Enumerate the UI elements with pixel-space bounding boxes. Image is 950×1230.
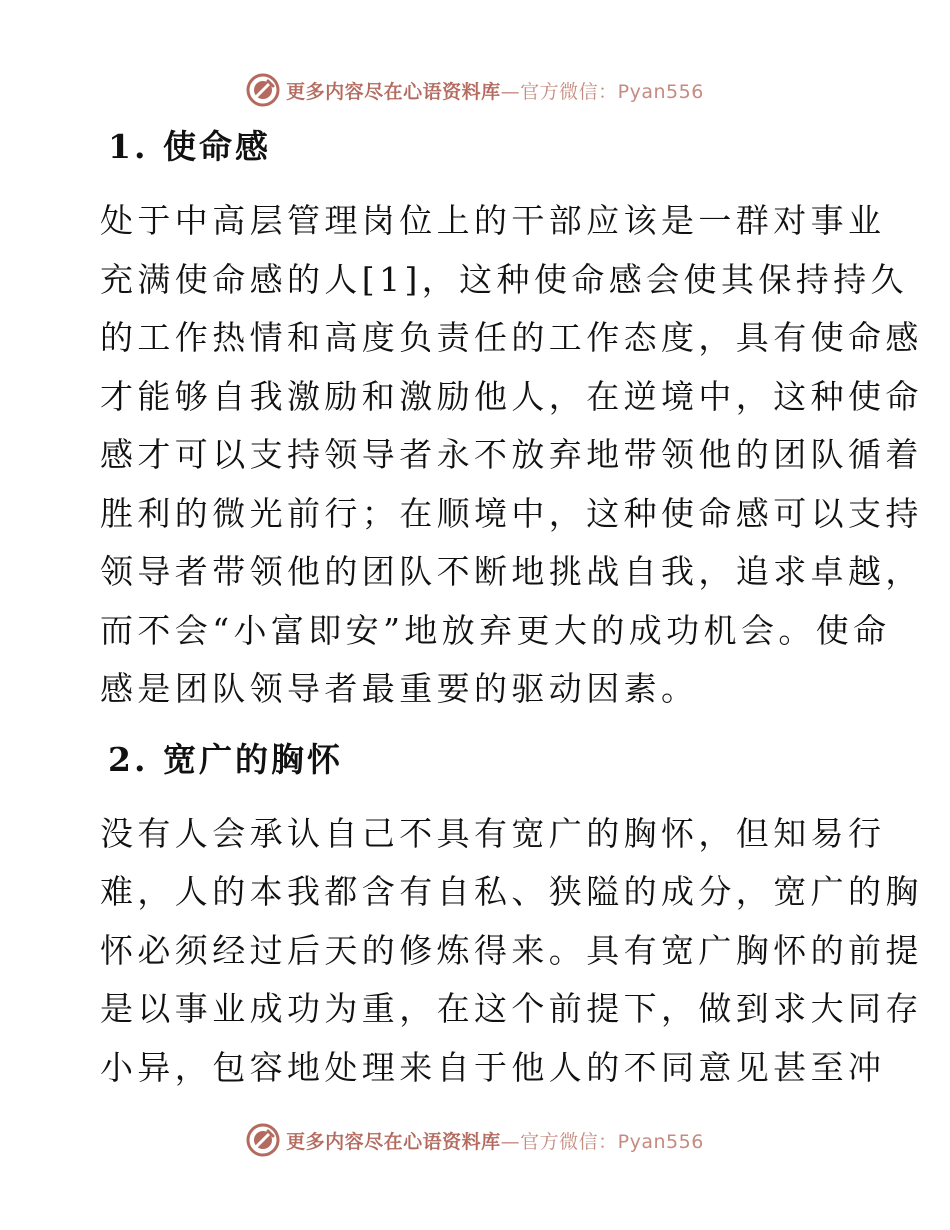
text-line: 感是团队领导者最重要的驱动因素。 bbox=[100, 669, 699, 708]
text-line: 的工作热情和高度负责任的工作态度，具有使命感 bbox=[100, 318, 923, 357]
text-line: 充满使命感的人[1]，这种使命感会使其保持持久 bbox=[100, 259, 908, 299]
section-paragraph bbox=[100, 805, 923, 1098]
banner-wechat-text: —官方微信：Pyan556 bbox=[500, 1130, 704, 1153]
banner-wechat-text: —官方微信：Pyan556 bbox=[500, 80, 704, 103]
text-line: 怀必须经过后天的修炼得来。具有宽广胸怀的前提 bbox=[100, 930, 923, 970]
seal-logo-icon bbox=[246, 1123, 280, 1157]
section-heading: 1. 使命感 bbox=[108, 127, 271, 166]
section-heading: 2. 宽广的胸怀 bbox=[108, 739, 343, 779]
text-line: 而不会“小富即安”地放弃更大的成功机会。使命 bbox=[100, 610, 891, 650]
text-line: 感才可以支持领导者永不放弃地带领他的团队循着 bbox=[100, 435, 923, 474]
header-banner bbox=[0, 70, 950, 110]
banner-text bbox=[286, 1127, 704, 1154]
banner-main-text: 更多内容尽在心语资料库 bbox=[286, 1130, 501, 1153]
section-paragraph bbox=[100, 192, 923, 719]
text-line: 小异，包容地处理来自于他人的不同意见甚至冲 bbox=[100, 1047, 886, 1087]
text-line: 是以事业成功为重，在这个前提下，做到求大同存 bbox=[100, 989, 923, 1028]
text-line: 胜利的微光前行；在顺境中，这种使命感可以支持 bbox=[100, 493, 923, 533]
banner-text bbox=[286, 77, 704, 104]
text-line: 没有人会承认自己不具有宽广的胸怀，但知易行 bbox=[100, 813, 886, 853]
document-body bbox=[100, 118, 923, 1097]
text-line: 才能够自我激励和激励他人，在逆境中，这种使命 bbox=[100, 376, 923, 416]
seal-logo-icon bbox=[246, 73, 280, 107]
banner-main-text: 更多内容尽在心语资料库 bbox=[286, 80, 501, 103]
text-line: 领导者带领他的团队不断地挑战自我，追求卓越， bbox=[100, 552, 923, 591]
text-line: 难，人的本我都含有自私、狭隘的成分，宽广的胸 bbox=[100, 872, 923, 911]
footer-banner bbox=[0, 1120, 950, 1160]
text-line: 处于中高层管理岗位上的干部应该是一群对事业 bbox=[100, 201, 886, 240]
